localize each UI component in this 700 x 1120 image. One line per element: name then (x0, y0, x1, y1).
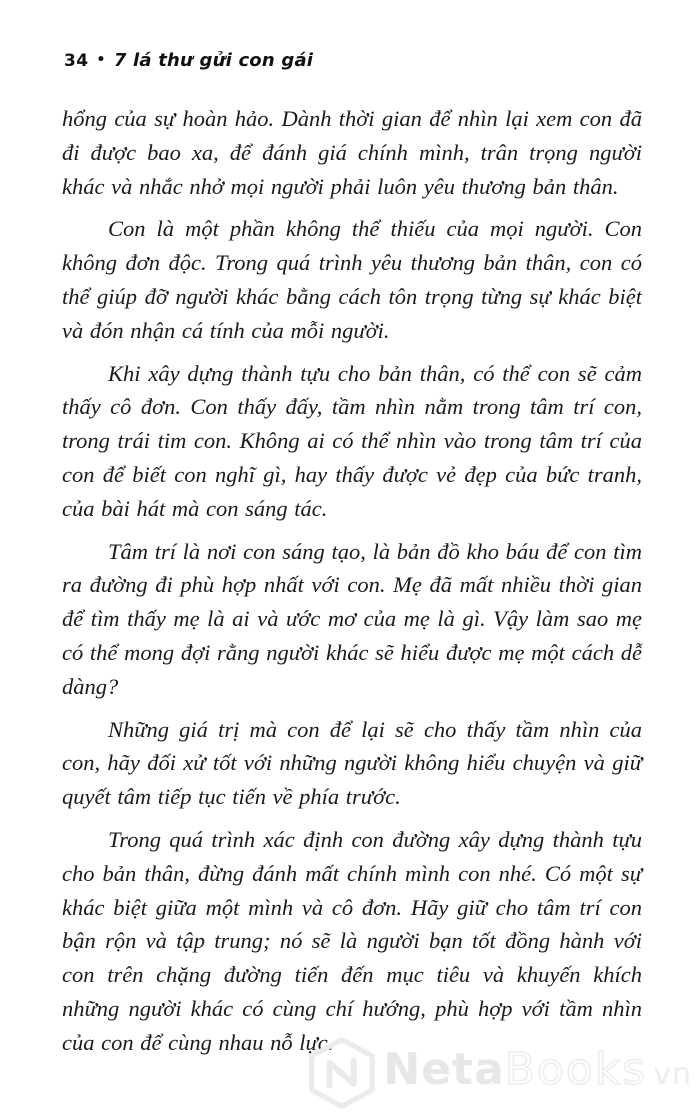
watermark-text-neta: Neta (383, 1044, 505, 1095)
paragraph: Trong quá trình xác định con đường xây dựng thành tựu cho bản thân, đừng đánh mất chính mình con nhé. Có một sự khác biệt giữa một mình và cô đơn. Hãy giữ cho tâm trí con bận rộn và tập trung; nó sẽ là người bạn tốt đồng hành với con trên chặng đường tiến đến mục tiêu và khuyến khích những người khác có cùng chí hướng, phù hợp với tầm nhìn của con để cùng nhau nỗ lực. (62, 826, 642, 1055)
page-number: 34 (64, 50, 89, 71)
paragraph: hổng của sự hoàn hảo. Dành thời gian để nhìn lại xem con đã đi được bao xa, để đánh giá chính mình, trân trọng người khác và nhắc nhở mọi người phải luôn yêu thương bản thân. (62, 106, 642, 199)
page-body (62, 102, 642, 1069)
watermark-text-vn: vn (653, 1057, 692, 1092)
paragraph: Khi xây dựng thành tựu cho bản thân, có thể con sẽ cảm thấy cô đơn. Con thấy đấy, tầm nhìn nằm trong tâm trí con, trong trái tim con. Không ai có thể nhìn vào trong tâm trí của con để biết con nghĩ gì, hay thấy được vẻ đẹp của bức tranh, của bài hát mà con sáng tác. (62, 360, 642, 521)
paragraph: Con là một phần không thể thiếu của mọi người. Con không đơn độc. Trong quá trình yêu thương bản thân, con có thể giúp đỡ người khác bằng cách tôn trọng từng sự khác biệt và đón nhận cá tính của mỗi người. (62, 216, 642, 343)
paragraph: Tâm trí là nơi con sáng tạo, là bản đồ kho báu để con tìm ra đường đi phù hợp nhất với con. Mẹ đã mất nhiều thời gian để tìm thấy mẹ là ai và ước mơ của mẹ là gì. Vậy làm sao mẹ có thể mong đợi rằng người khác sẽ hiểu được mẹ một cách dễ dàng? (62, 538, 642, 699)
running-header (64, 50, 313, 71)
paragraph: Những giá trị mà con để lại sẽ cho thấy tầm nhìn của con, hãy đối xử tốt với những người không hiểu chuyện và giữ quyết tâm tiếp tục tiến về phía trước. (62, 716, 642, 810)
watermark-text-books: Books (504, 1044, 648, 1095)
book-title: 7 lá thư gửi con gái (113, 50, 314, 71)
header-bullet-separator: • (96, 51, 106, 68)
